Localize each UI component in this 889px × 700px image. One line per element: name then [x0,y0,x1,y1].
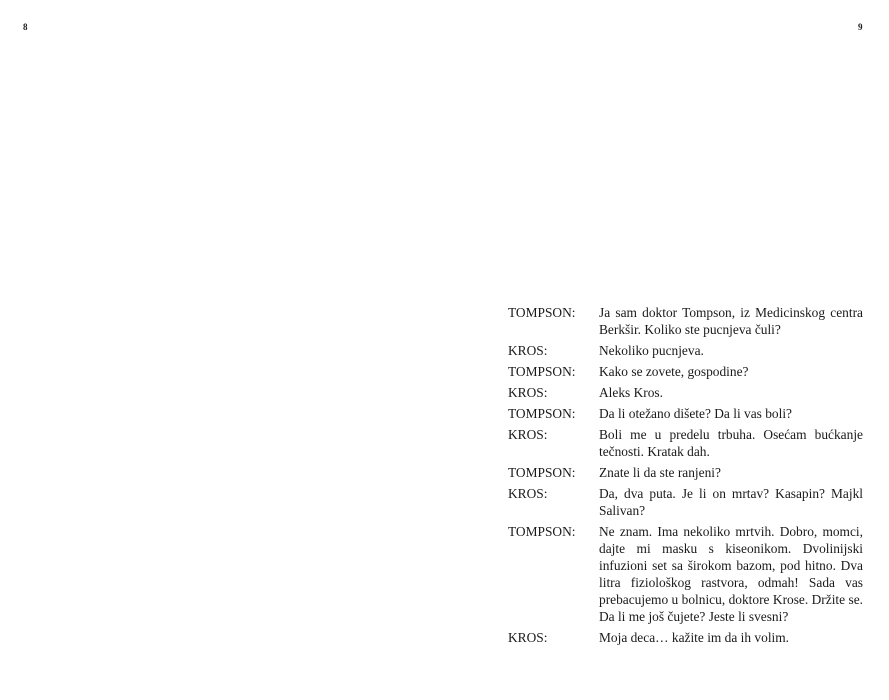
dialogue-line: Ne znam. Ima nekoliko mrtvih. Dobro, momci, dajte mi masku s kiseonikom. Dvolinijski infuzioni set sa širokom bazom, pod hitno. Dva litra fiziološkog rastvora, odmah! Sada vas prebacujemo u bolnicu, doktore Krose. Držite se. Da li me još čujete? Jeste li svesni? [599,524,863,624]
dialogue-row [508,629,863,646]
dialogue-row [508,426,863,460]
speaker-label: TOMPSON: [508,465,576,480]
dialogue-line: Nekoliko pucnjeva. [599,343,704,358]
dialogue-line: Da li otežano dišete? Da li vas boli? [599,406,792,421]
page-number-left: 8 [23,22,28,32]
speaker-label: KROS: [508,427,548,442]
dialogue-row [508,304,863,338]
dialogue-block [508,304,863,650]
speaker-label: KROS: [508,630,548,645]
dialogue-row [508,485,863,519]
dialogue-row [508,464,863,481]
dialogue-line: Znate li da ste ranjeni? [599,465,721,480]
dialogue-line: Boli me u predelu trbuha. Osećam bućkanje tečnosti. Kratak dah. [599,427,863,459]
dialogue-row [508,363,863,380]
speaker-label: TOMPSON: [508,524,576,539]
dialogue-line: Aleks Kros. [599,385,663,400]
speaker-label: TOMPSON: [508,364,576,379]
dialogue-row [508,523,863,625]
speaker-label: TOMPSON: [508,305,576,320]
dialogue-line: Kako se zovete, gospodine? [599,364,749,379]
speaker-label: KROS: [508,385,548,400]
dialogue-line: Ja sam doktor Tompson, iz Medicinskog centra Berkšir. Koliko ste pucnjeva čuli? [599,305,863,337]
speaker-label: KROS: [508,486,548,501]
dialogue-row [508,384,863,401]
dialogue-line: Da, dva puta. Je li on mrtav? Kasapin? Majkl Salivan? [599,486,863,518]
dialogue-row [508,405,863,422]
dialogue-row [508,342,863,359]
dialogue-line: Moja deca… kažite im da ih volim. [599,630,790,645]
page-number-right: 9 [858,22,863,32]
speaker-label: TOMPSON: [508,406,576,421]
speaker-label: KROS: [508,343,548,358]
